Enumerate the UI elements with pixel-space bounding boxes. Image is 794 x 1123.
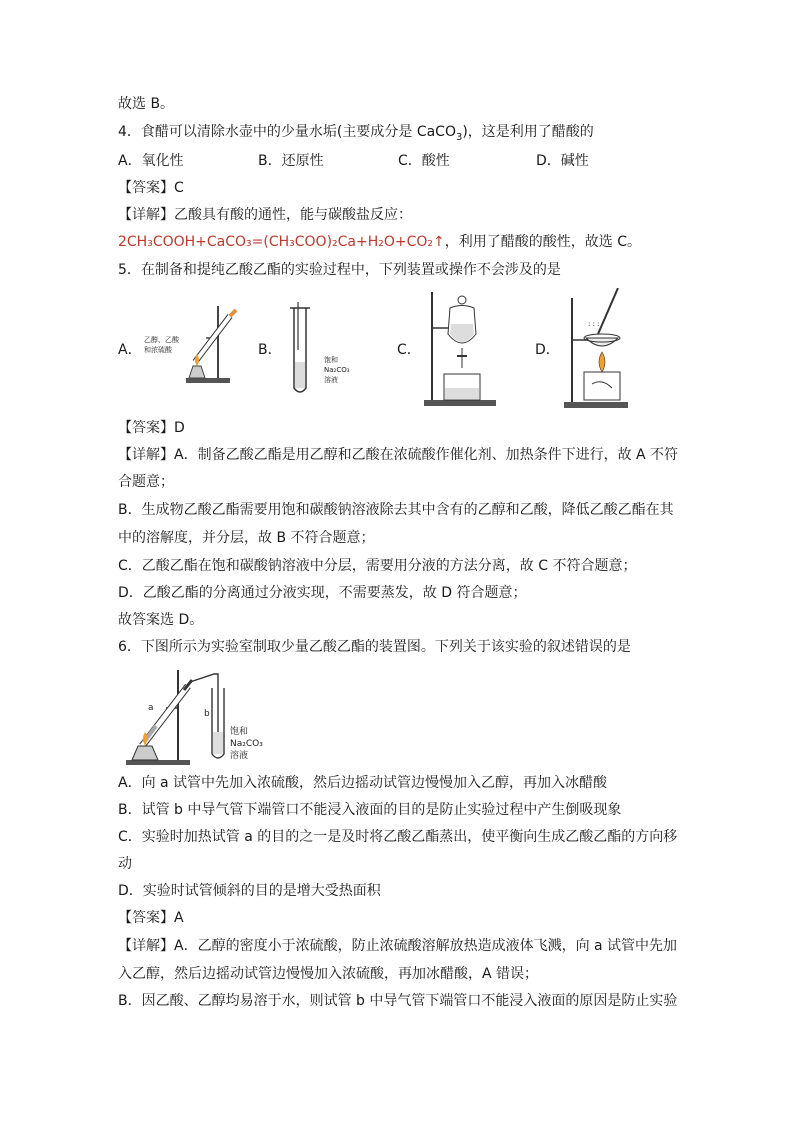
q5-option-c-label: C． (397, 342, 421, 358)
q4-stem-b: )，这是利用了醋酸的 (462, 124, 594, 140)
fig6-label-a: a (148, 703, 154, 713)
q4-stem-a: 4．食醋可以清除水壶中的少量水垢(主要成分是 CaCO (118, 124, 456, 140)
esterification-setup-icon (122, 662, 282, 770)
q5-option-a-label: A． (118, 342, 142, 358)
q6-option-c-cont: 动 (118, 856, 132, 872)
q5-detail-4: 中的溶解度，并分层，故 B 不符合题意； (118, 530, 375, 546)
q5-stem: 5．在制备和提纯乙酸乙酯的实验过程中，下列装置或操作不会涉及的是 (118, 262, 561, 278)
q4-stem (118, 122, 594, 142)
evaporating-dish-icon (556, 288, 636, 410)
q6-option-d: D．实验时试管倾斜的目的是增大受热面积 (118, 883, 381, 899)
q6-detail-3: B．因乙酸、乙醇均易溶于水，则试管 b 中导气管下端管口不能浸入液面的原因是防止实验 (118, 993, 678, 1009)
q4-equation: 2CH₃COOH+CaCO₃=(CH₃COO)₂Ca+H₂O+CO₂↑ (118, 234, 445, 250)
q6-option-a: A．向 a 试管中先加入浓硫酸，然后边摇动试管边慢慢加入乙醇，再加入冰醋酸 (118, 775, 608, 791)
q4-detail-text: 乙酸具有酸的通性，能与碳酸盐反应： (174, 207, 412, 223)
fig6-solution-1: 饱和 (230, 727, 249, 737)
q6-detail-2: 入乙醇，然后边摇动试管边慢慢加入浓硫酸，再加冰醋酸，A 错误； (118, 966, 539, 982)
q4-stem-sub: 3 (455, 131, 463, 143)
figB-label-3: 溶液 (324, 376, 338, 384)
separatory-funnel-icon (420, 288, 500, 408)
q5-answer: 【答案】D (118, 420, 185, 436)
q4-option-a: A．氧化性 (118, 153, 184, 169)
q6-option-c: C．实验时加热试管 a 的目的之一是及时将乙酸乙酯蒸出，使平衡向生成乙酸乙酯的方向移 (118, 829, 678, 845)
q4-equation-tail: ，利用了醋酸的酸性，故选 C。 (444, 234, 641, 250)
q4-option-b: B．还原性 (258, 153, 324, 169)
q6-stem: 6．下图所示为实验室制取少量乙酸乙酯的装置图。下列关于该实验的叙述错误的是 (118, 639, 631, 655)
q6-option-b: B．试管 b 中导气管下端管口不能浸入液面的目的是防止实验过程中产生倒吸现象 (118, 802, 622, 818)
q4-option-c: C．酸性 (398, 153, 450, 169)
q3-conclusion: 故选 B。 (118, 96, 175, 112)
fig6-solution-2: Na₂CO₃ (230, 739, 263, 749)
figB-label-2: Na₂CO₃ (324, 366, 350, 374)
q5-detail-7: 故答案选 D。 (118, 612, 204, 628)
fig6-solution-3: 溶液 (230, 751, 249, 761)
q5-option-b-label: B． (258, 342, 282, 358)
q6-answer: 【答案】A (118, 910, 184, 926)
q4-detail (118, 205, 412, 225)
q5-detail-3: B．生成物乙酸乙酯需要用饱和碳酸钠溶液除去其中含有的乙醇和乙酸，降低乙酸乙酯在其 (118, 502, 674, 518)
q5-option-d-label: D． (535, 342, 560, 358)
q5-detail-2: 合题意； (118, 474, 174, 490)
figB-label-1: 饱和 (324, 356, 338, 364)
q4-detail-label: 【详解】 (118, 207, 174, 223)
svg-text:: : :: : : : (588, 320, 600, 328)
figA-label-1: 乙醇、乙酸 (144, 336, 179, 344)
fig6-label-b: b (204, 709, 210, 719)
q4-equation-line (118, 232, 641, 252)
figA-label-2: 和浓硫酸 (144, 346, 172, 354)
q6-detail-1: 【详解】A．乙醇的密度小于浓硫酸，防止浓硫酸溶解放热造成液体飞溅，向 a 试管中先加 (118, 938, 678, 954)
q4-option-d: D．碱性 (536, 153, 589, 169)
q4-answer: 【答案】C (118, 180, 184, 196)
heating-tube-icon (140, 300, 244, 390)
test-tube-icon (282, 300, 372, 400)
q5-detail-5: C．乙酸乙酯在饱和碳酸钠溶液中分层，需要用分液的方法分离，故 C 不符合题意； (118, 558, 637, 574)
q5-detail-6: D．乙酸乙酯的分离通过分液实现，不需要蒸发，故 D 符合题意； (118, 585, 527, 601)
q5-detail-1: 【详解】A．制备乙酸乙酯是用乙醇和乙酸在浓硫酸作催化剂、加热条件下进行，故 A 不符 (118, 447, 679, 463)
